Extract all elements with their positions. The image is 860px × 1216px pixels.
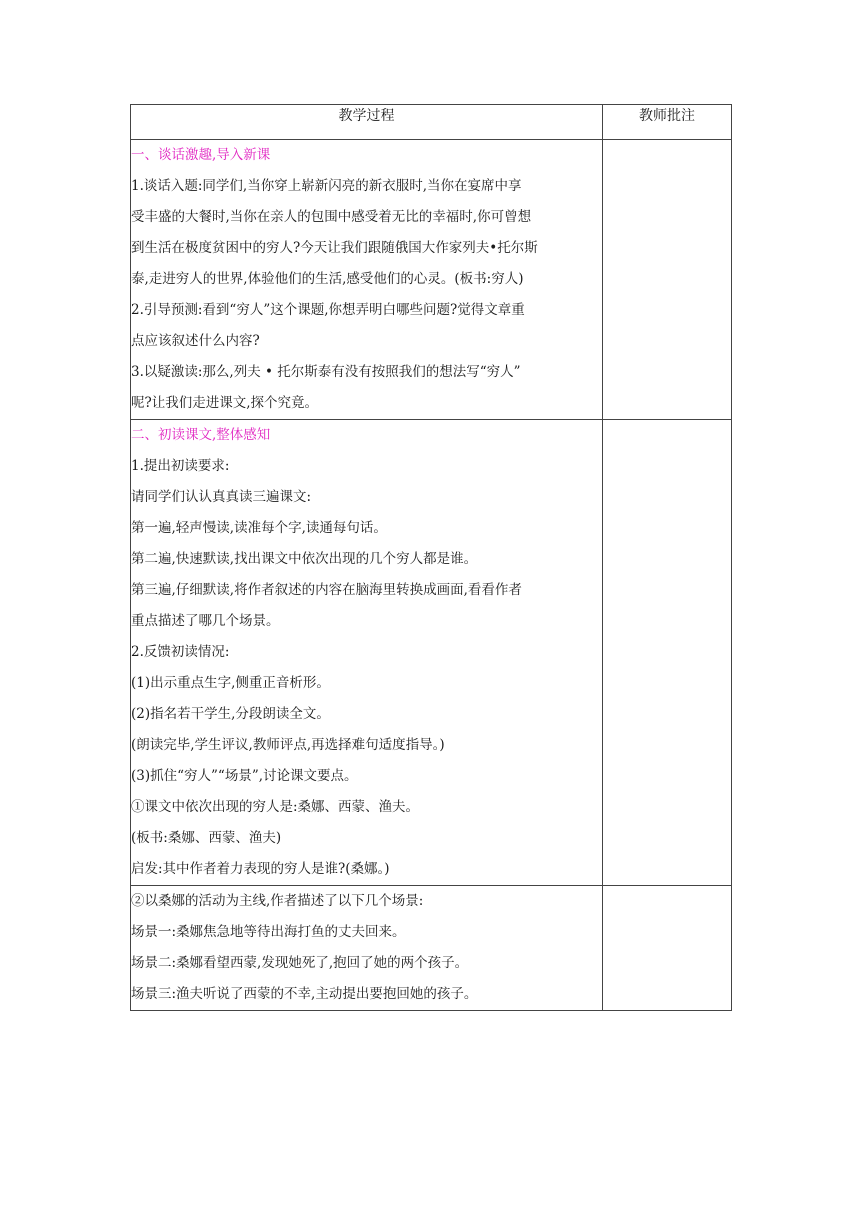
section-line: 2.引导预测:看到“穷人”这个课题,你想弄明白哪些问题?觉得文章重 (131, 302, 525, 318)
section-row-intro (131, 140, 732, 420)
section-line: 1.提出初读要求: (131, 458, 230, 474)
section-line: 第三遍,仔细默读,将作者叙述的内容在脑海里转换成画面,看看作者 (131, 582, 522, 598)
section-heading: 二、初读课文,整体感知 (131, 427, 271, 443)
section-line: 启发:其中作者着力表现的穷人是谁?(桑娜。) (131, 861, 390, 877)
section-line: ②以桑娜的活动为主线,作者描述了以下几个场景: (131, 893, 424, 909)
section-line: 3.以疑激读:那么,列夫 • 托尔斯泰有没有按照我们的想法写“穷人” (131, 364, 521, 380)
section-line: 泰,走进穷人的世界,体验他们的生活,感受他们的心灵。(板书:穷人) (131, 271, 524, 287)
section-line: 1.谈话入题:同学们,当你穿上崭新闪亮的新衣服时,当你在宴席中享 (131, 178, 522, 194)
teacher-notes-cell (603, 140, 732, 420)
section-line: (1)出示重点生字,侧重正音析形。 (131, 675, 330, 691)
section-row-scenes (131, 886, 732, 1011)
section-line: ①课文中依次出现的穷人是:桑娜、西蒙、渔夫。 (131, 799, 420, 815)
section-line: 第一遍,轻声慢读,读准每个字,读通每句话。 (131, 520, 387, 536)
section-line: 场景三:渔夫听说了西蒙的不幸,主动提出要抱回她的孩子。 (131, 986, 478, 1002)
section-line: 2.反馈初读情况: (131, 644, 230, 660)
teacher-notes-cell (603, 886, 732, 1011)
section-content (131, 420, 603, 886)
section-heading: 一、谈话激趣,导入新课 (131, 147, 271, 163)
section-line: 第二遍,快速默读,找出课文中依次出现的几个穷人都是谁。 (131, 551, 478, 567)
section-line: 呢?让我们走进课文,探个究竟。 (131, 395, 319, 411)
lesson-plan-table (130, 104, 732, 1011)
section-line: 场景二:桑娜看望西蒙,发现她死了,抱回了她的两个孩子。 (131, 955, 469, 971)
section-line: (板书:桑娜、西蒙、渔夫) (131, 830, 282, 846)
section-line: 场景一:桑娜焦急地等待出海打鱼的丈夫回来。 (131, 924, 406, 940)
section-content (131, 140, 603, 420)
section-content (131, 886, 603, 1011)
table-header-row (131, 105, 732, 140)
section-line: 到生活在极度贫困中的穷人?今天让我们跟随俄国大作家列夫•托尔斯 (131, 240, 538, 256)
section-line: 点应该叙述什么内容? (131, 333, 260, 349)
header-teaching-process: 教学过程 (131, 105, 603, 140)
section-row-first-reading (131, 420, 732, 886)
section-line: (2)指名若干学生,分段朗读全文。 (131, 706, 330, 722)
section-line: 重点描述了哪几个场景。 (131, 613, 280, 629)
section-line: (3)抓住“穷人”“场景”,讨论课文要点。 (131, 768, 358, 784)
teacher-notes-cell (603, 420, 732, 886)
section-line: 受丰盛的大餐时,当你在亲人的包围中感受着无比的幸福时,你可曾想 (131, 209, 532, 225)
section-line: (朗读完毕,学生评议,教师评点,再选择难句适度指导。) (131, 737, 445, 753)
section-line: 请同学们认认真真读三遍课文: (131, 489, 312, 505)
header-teacher-notes: 教师批注 (603, 105, 732, 140)
